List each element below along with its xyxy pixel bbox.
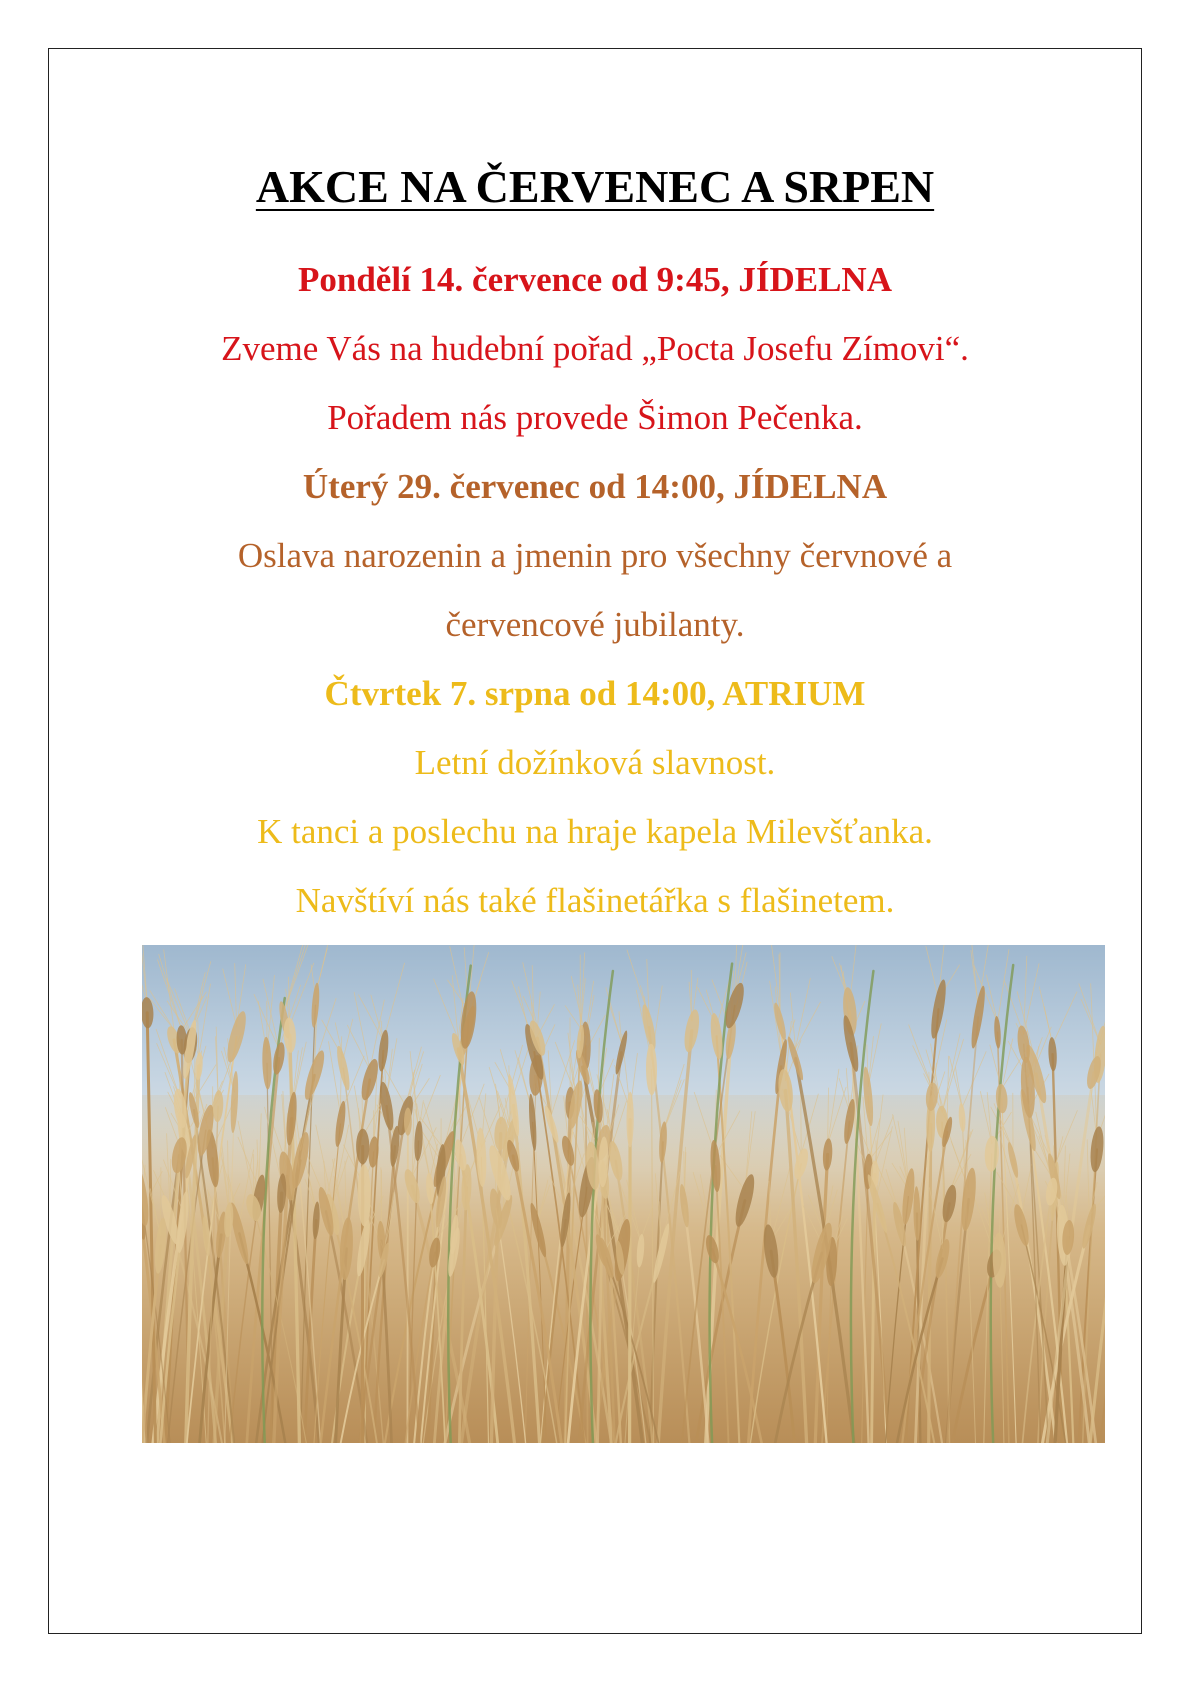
event-2-line-2: červencové jubilanty.: [445, 605, 745, 644]
event-2-heading: Úterý 29. červenec od 14:00, JÍDELNA: [302, 467, 888, 506]
event-3-line-1: Letní dožínková slavnost.: [414, 743, 776, 782]
wheat-field-illustration: [142, 945, 1105, 1443]
event-3-heading: Čtvrtek 7. srpna od 14:00, ATRIUM: [324, 674, 866, 713]
event-3-line-3: Navštíví nás také flašinetářka s flašinetem.: [295, 881, 895, 920]
poster-title: AKCE NA ČERVENEC A SRPEN: [255, 161, 935, 212]
event-1-line-2: Pořadem nás provede Šimon Pečenka.: [327, 398, 863, 437]
event-2-line-1: Oslava narozenin a jmenin pro všechny červnové a: [237, 536, 953, 575]
event-1-heading: Pondělí 14. července od 9:45, JÍDELNA: [298, 260, 892, 299]
event-3-line-2: K tanci a poslechu na hraje kapela Milevšťanka.: [257, 812, 933, 851]
wheat-field-photo: [142, 945, 1105, 1443]
event-1-line-1: Zveme Vás na hudební pořad „Pocta Josefu Zímovi“.: [221, 329, 969, 368]
